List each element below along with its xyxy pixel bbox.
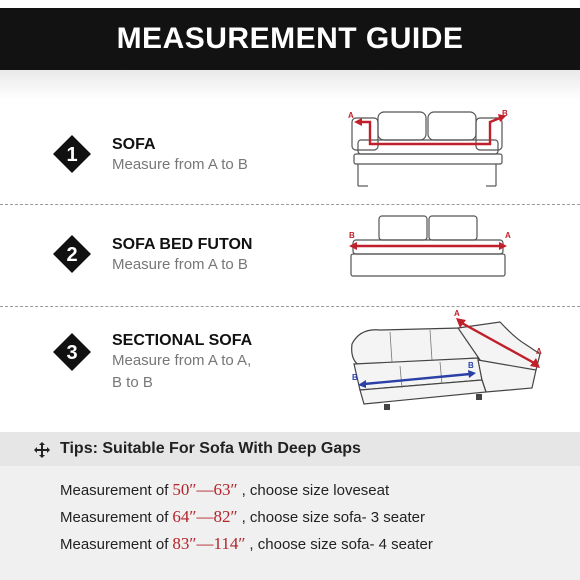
desc-line: B to B [112,374,153,391]
badge-number: 1 [66,144,78,166]
measurement-line [60,534,433,554]
row-description [112,254,248,276]
point-label-b: B [502,110,508,118]
point-label-a-top: A [454,309,460,318]
badge-number: 3 [66,342,78,364]
measurement-range: 64″—82″ [172,507,238,526]
row-title: SOFA [112,136,156,153]
point-label-a: A [505,231,511,240]
row-description [112,350,251,394]
header-shadow-band [0,70,580,100]
diamond-number-icon [52,234,92,274]
diamond-number-icon [52,134,92,174]
section-divider [0,306,580,307]
futon-illustration [345,214,520,284]
tips-title: Tips: Suitable For Sofa With Deep Gaps [60,440,361,457]
measurement-line [60,480,389,500]
section-divider [0,204,580,205]
move-cross-icon [34,442,50,458]
guide-row-sectional-sofa [0,309,580,428]
desc-line: Measure from A to B [112,256,248,273]
point-label-b: B [349,231,355,240]
measurement-prefix: Measurement of [60,509,169,526]
number-badge-3 [52,332,92,372]
point-label-a-right: A [536,347,542,356]
measurement-suffix: , choose size loveseat [241,482,390,499]
point-label-a: A [348,111,354,120]
page-title: MEASUREMENT GUIDE [116,22,464,55]
measurement-line [60,507,425,527]
row-title: SOFA BED FUTON [112,236,253,253]
measurement-prefix: Measurement of [60,536,169,553]
desc-line: Measure from A to B [112,156,248,173]
measurement-range: 83″—114″ [172,534,246,553]
measurement-suffix: , choose size sofa- 4 seater [249,536,433,553]
badge-number: 2 [66,244,78,266]
measurement-suffix: , choose size sofa- 3 seater [241,509,425,526]
measurement-range: 50″—63″ [172,480,238,499]
guide-row-sofa-bed-futon [0,222,580,302]
guide-row-sofa [0,110,580,200]
measurement-prefix: Measurement of [60,482,169,499]
row-title: SECTIONAL SOFA [112,332,253,349]
desc-line: Measure from A to A, [112,352,252,369]
tips-section [0,432,580,580]
number-badge-2 [52,234,92,274]
number-badge-1 [52,134,92,174]
sofa-illustration [340,110,520,192]
point-label-b-left: B [352,373,358,382]
diamond-number-icon [52,332,92,372]
row-description [112,154,248,176]
point-label-b-right: B [468,361,474,370]
sectional-sofa-illustration [340,308,550,412]
header-banner [0,8,580,70]
